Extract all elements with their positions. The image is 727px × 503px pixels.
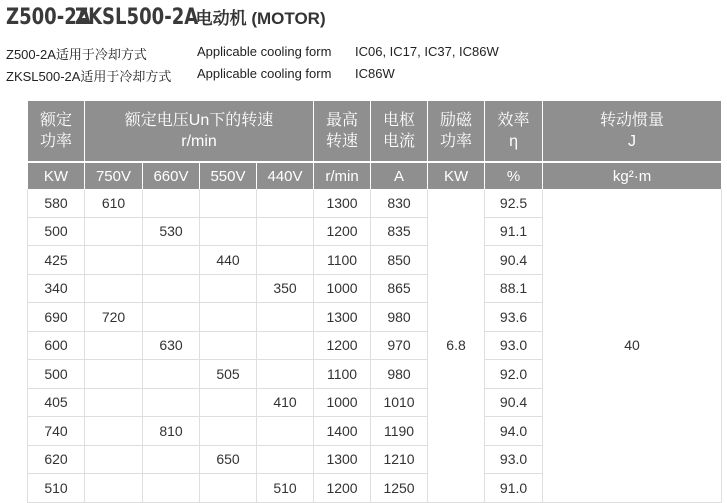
cell-max-speed: 1000	[314, 388, 371, 417]
unit-rpm: r/min	[314, 162, 371, 189]
cell-speed-750v: 610	[85, 189, 143, 217]
cell-speed-440v: 350	[257, 274, 314, 303]
cell-efficiency: 91.1	[485, 217, 543, 246]
cell-efficiency: 90.4	[485, 246, 543, 275]
cell-efficiency: 93.0	[485, 331, 543, 360]
cell-efficiency: 92.5	[485, 189, 543, 217]
cell-max-speed: 1300	[314, 445, 371, 474]
cooling-model-label: ZKSL500-2A适用于冷却方式	[6, 69, 172, 84]
header-excitation-power: 励磁 功率	[428, 101, 485, 162]
cell-speed-550v	[200, 274, 257, 303]
unit-excitation-kw: KW	[428, 162, 485, 189]
header-max-speed: 最高 转速	[314, 101, 371, 162]
cell-speed-750v	[85, 445, 143, 474]
cell-armature-current: 980	[371, 303, 428, 332]
cell-speed-550v: 440	[200, 246, 257, 275]
unit-percent: %	[485, 162, 543, 189]
cell-speed-750v	[85, 417, 143, 446]
cell-rated-power: 340	[28, 274, 85, 303]
cell-max-speed: 1100	[314, 360, 371, 389]
cell-speed-750v	[85, 360, 143, 389]
unit-kg-m2: kg²·m	[543, 162, 722, 189]
cell-speed-440v	[257, 189, 314, 217]
header-speed-under-un: 额定电压Un下的转速 r/min	[85, 101, 314, 162]
motor-spec-table	[27, 101, 722, 503]
header-row-main	[28, 101, 722, 162]
cell-rated-power: 500	[28, 360, 85, 389]
cell-armature-current: 830	[371, 189, 428, 217]
cell-max-speed: 1100	[314, 246, 371, 275]
cell-efficiency: 90.4	[485, 388, 543, 417]
cell-rated-power: 600	[28, 331, 85, 360]
unit-ampere: A	[371, 162, 428, 189]
cooling-label-en: Applicable cooling form	[197, 44, 332, 59]
page-title	[6, 4, 326, 36]
cell-efficiency: 92.0	[485, 360, 543, 389]
cell-speed-660v	[143, 474, 200, 503]
cell-rated-power: 510	[28, 474, 85, 503]
cell-armature-current: 835	[371, 217, 428, 246]
cell-speed-550v: 650	[200, 445, 257, 474]
cooling-value: IC06, IC17, IC37, IC86W	[355, 44, 499, 59]
cell-speed-550v	[200, 217, 257, 246]
cell-speed-660v	[143, 274, 200, 303]
spec-table-body	[28, 189, 722, 502]
cell-armature-current: 1010	[371, 388, 428, 417]
cell-speed-440v	[257, 331, 314, 360]
cell-speed-550v	[200, 417, 257, 446]
cell-speed-750v: 720	[85, 303, 143, 332]
cell-speed-440v	[257, 417, 314, 446]
unit-660v: 660V	[143, 162, 200, 189]
cell-moment-of-inertia: 40	[543, 189, 722, 502]
cell-speed-750v	[85, 331, 143, 360]
cell-speed-440v	[257, 360, 314, 389]
cell-max-speed: 1200	[314, 217, 371, 246]
cell-speed-750v	[85, 388, 143, 417]
cell-rated-power: 500	[28, 217, 85, 246]
title-model-z500: Z500-2A	[6, 5, 91, 30]
cell-armature-current: 865	[371, 274, 428, 303]
cell-speed-660v: 810	[143, 417, 200, 446]
cell-armature-current: 1210	[371, 445, 428, 474]
cell-speed-750v	[85, 217, 143, 246]
header-armature-current: 电枢 电流	[371, 101, 428, 162]
cell-speed-750v	[85, 274, 143, 303]
cell-speed-440v	[257, 217, 314, 246]
cell-speed-440v	[257, 303, 314, 332]
title-suffix: 电动机 (MOTOR)	[195, 9, 326, 28]
cell-max-speed: 1300	[314, 303, 371, 332]
cell-speed-660v: 630	[143, 331, 200, 360]
cell-max-speed: 1400	[314, 417, 371, 446]
table-row	[28, 189, 722, 217]
cell-efficiency: 91.0	[485, 474, 543, 503]
cell-efficiency: 93.0	[485, 445, 543, 474]
cell-excitation-power: 6.8	[428, 189, 485, 502]
header-row-units	[28, 162, 722, 189]
cell-speed-550v: 505	[200, 360, 257, 389]
cooling-value: IC86W	[355, 66, 395, 81]
cell-rated-power: 580	[28, 189, 85, 217]
cell-speed-660v	[143, 388, 200, 417]
cell-speed-550v	[200, 189, 257, 217]
cooling-model-label: Z500-2A适用于冷却方式	[6, 47, 147, 62]
cell-speed-550v	[200, 303, 257, 332]
cell-rated-power: 405	[28, 388, 85, 417]
cell-rated-power: 620	[28, 445, 85, 474]
cell-speed-440v	[257, 445, 314, 474]
cell-speed-750v	[85, 246, 143, 275]
cell-armature-current: 1250	[371, 474, 428, 503]
unit-kw: KW	[28, 162, 85, 189]
cell-max-speed: 1200	[314, 331, 371, 360]
unit-750v: 750V	[85, 162, 143, 189]
cell-speed-660v	[143, 360, 200, 389]
cell-armature-current: 970	[371, 331, 428, 360]
cell-speed-660v	[143, 303, 200, 332]
cell-efficiency: 94.0	[485, 417, 543, 446]
unit-440v: 440V	[257, 162, 314, 189]
cell-speed-550v	[200, 331, 257, 360]
header-efficiency: 效率 η	[485, 101, 543, 162]
cell-armature-current: 850	[371, 246, 428, 275]
cell-max-speed: 1300	[314, 189, 371, 217]
cell-speed-660v: 530	[143, 217, 200, 246]
cell-armature-current: 1190	[371, 417, 428, 446]
cell-speed-440v: 510	[257, 474, 314, 503]
cell-speed-440v: 410	[257, 388, 314, 417]
cell-max-speed: 1000	[314, 274, 371, 303]
cell-rated-power: 425	[28, 246, 85, 275]
unit-550v: 550V	[200, 162, 257, 189]
cell-speed-660v	[143, 445, 200, 474]
cooling-label-en: Applicable cooling form	[197, 66, 332, 81]
cell-rated-power: 690	[28, 303, 85, 332]
cell-speed-750v	[85, 474, 143, 503]
cell-armature-current: 980	[371, 360, 428, 389]
cell-rated-power: 740	[28, 417, 85, 446]
cell-speed-440v	[257, 246, 314, 275]
cell-speed-550v	[200, 474, 257, 503]
header-rated-power: 额定 功率	[28, 101, 85, 162]
cell-speed-550v	[200, 388, 257, 417]
cell-efficiency: 88.1	[485, 274, 543, 303]
cell-efficiency: 93.6	[485, 303, 543, 332]
title-model-zksl500: ZKSL500-2A	[75, 5, 199, 30]
cell-speed-660v	[143, 246, 200, 275]
cell-speed-660v	[143, 189, 200, 217]
cell-max-speed: 1200	[314, 474, 371, 503]
header-moment-of-inertia: 转动惯量 J	[543, 101, 722, 162]
